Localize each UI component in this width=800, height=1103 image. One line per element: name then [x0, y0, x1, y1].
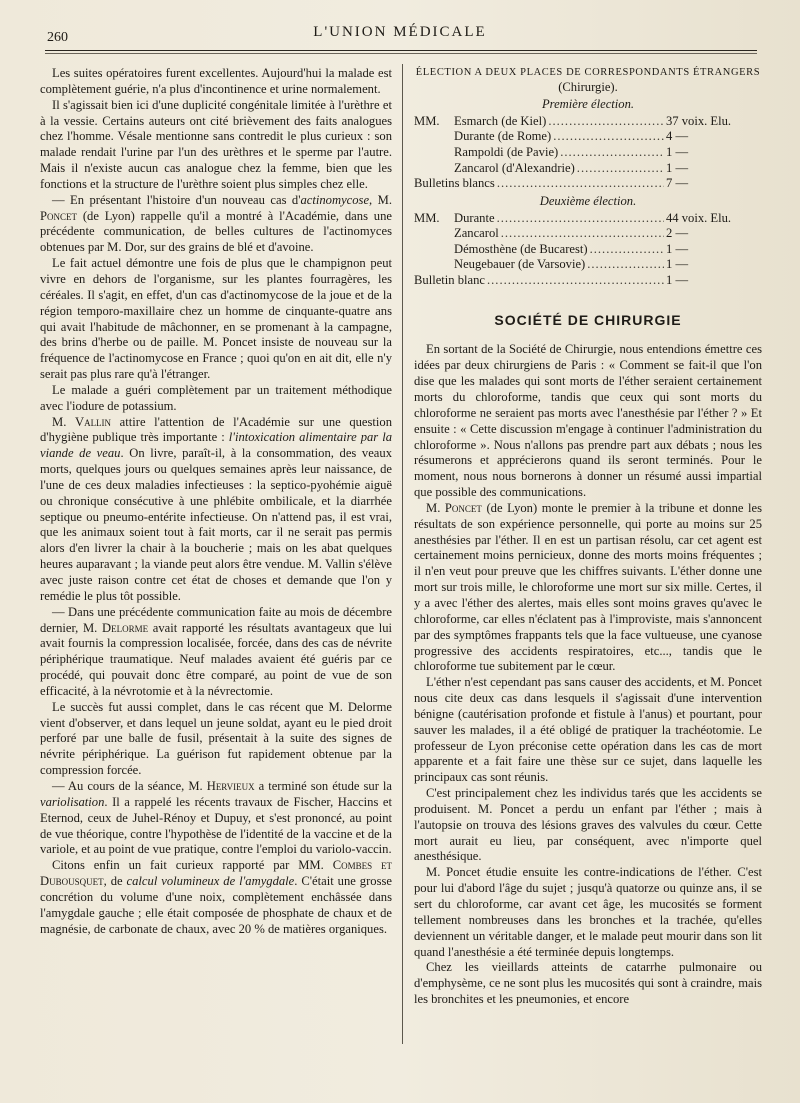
text-run: M.: [52, 414, 75, 429]
vote-result: 1 —: [666, 257, 689, 272]
paragraph-vallin: [40, 415, 392, 605]
vote-row: [414, 114, 762, 130]
candidate-name: Esmarch (de Kiel): [454, 113, 547, 128]
paragraph-delorme: [40, 605, 392, 700]
left-column: [40, 66, 392, 937]
leader-dots: [590, 242, 664, 258]
text-run: (de Lyon) monte le premier à la tribune et donne les résultats de son expérience personnelle, qui porte au moins sur 25 anesthésies par l'éther. Il en est un partisan résolu, car cet agent est certainement moins pernicieux, donne des morts moins fréquentes ; il n'en veut pour preuve que les chiffres suivants. L'éther donne une mort sur trois mille, le chloroforme une mort sur six mille. Certes, il y a avec l'éther des alertes, mais elles sont moins graves qu'avec le chloroforme, car elles n'éclatent pas à l'improviste, mais s'annoncent par des symptômes frappants tels que la face vultueuse, une cyanose progressive des accidents respiratoires, etc..., tandis que le chloroforme tue subitement par le cœur.: [414, 500, 762, 674]
vote-result: 2 —: [666, 226, 689, 241]
candidate-name: Démosthène (de Bucarest): [454, 241, 588, 256]
text-run: . C'était une grosse concrétion du volume d'une noix, complètement enchâssée dans l'amygdale gauche ; elle était composée de phosphate de chaux et de magnésie, de carbonate de chaux, avec 20 % de matières organiques.: [40, 874, 392, 936]
election-subtitle: (Chirurgie).: [558, 80, 618, 94]
paragraph-poncet: [414, 501, 762, 675]
italic-term: actinomycose: [300, 192, 370, 207]
paragraph: En sortant de la Société de Chirurgie, nous entendions émettre ces idées par deux chirurgiens de Paris : « Comment se fait-il que l'on dise que les malades qui sont morts de l'éther seraient certainement morts du chloroforme, tandis que ceux qui sont morts du chloroforme ne seraient pas morts avec l'anesthésie par l'éther ? » Et ensuite : « Cette discussion m'engage à continuer l'administration du chloroforme ». Nous n'allons pas prendre part aux débats ; nous les résumerons et apprécierons quand ils seront terminés. Pour le moment, nous nous bornerons à donner un résumé aussi impartial que possible des communications.: [414, 342, 762, 500]
leader-dots: [577, 161, 664, 177]
vote-table-first: [414, 114, 762, 192]
page-header: [0, 18, 800, 48]
vote-row: [414, 145, 762, 161]
leader-dots: [587, 257, 664, 273]
vote-result: 37 voix. Elu.: [666, 113, 732, 128]
leader-dots: [497, 211, 664, 227]
text-run: M.: [426, 500, 445, 515]
candidate-name: Zancarol (d'Alexandrie): [454, 160, 575, 175]
section-title: SOCIÉTÉ DE CHIRURGIE: [494, 311, 682, 328]
vote-prefix: MM.: [414, 113, 440, 128]
italic-term: l'intoxication alimentaire par la viande de veau: [40, 430, 392, 461]
author-name: Vallin: [74, 414, 112, 429]
text-run: , de: [103, 874, 127, 889]
text-run: . On livre, paraît-il, à la consommation, des veaux morts, quelques jours ou quelques semaines après leur naissance, de l'une de ces deux maladies infectieuses : la septico-pyohémie aiguë ou chronique consécutive à une phlébite ombilicale, et la diarrhée septique ou pneumo-entérite infectieuse. On n'attend pas, il est vrai, que les animaux soient tout à fait morts, car il ne serait pas permis alors d'en livrer la chair à la boucherie ; mais on les abat quelques heures auparavant ; la viande peut alors être vendue. M. Vallin s'élève avec juste raison contre cet état de choses et demande que l'on y remédie le plus tôt possible.: [40, 446, 392, 603]
paragraph: Les suites opératoires furent excellentes. Aujourd'hui la malade est complètement guérie, n'a plus d'incontinence et urine normalement.: [40, 66, 392, 96]
text-run: , M.: [369, 192, 392, 207]
vote-row: [414, 226, 762, 242]
vote-row-blank: [414, 176, 762, 192]
text-run: — En présentant l'histoire d'un nouveau cas d': [52, 192, 301, 207]
text-run: avait rapporté les résultats avantageux que lui avait fournis la compression localisée, forcée, dans des cas de névrite périphérique traumatique. Neuf malades avaient été guéris par ce procédé, qui pouvait donc être comparé, au point de vue de son efficacité, à la névrotomie et à la névrectomie.: [40, 620, 393, 698]
author-name: Poncet: [444, 500, 482, 515]
vote-result: 1 —: [666, 241, 689, 256]
header-rule-secondary: [45, 53, 757, 54]
paragraph: M. Poncet étudie ensuite les contre-indications de l'éther. C'est pour lui d'abord l'âge du sujet ; jusqu'à quatorze ou quinze ans, il se sert du chloroforme, car avant cet âge, les mucosités se forment tellement nombreuses dans les bronches et la trachée, qu'elles deviennent un véritable danger, et le malade peut mourir dans son lit quand l'anesthésie a été terminée depuis longtemps.: [414, 865, 762, 959]
paragraph-combes: [40, 858, 392, 937]
vote-row: [414, 257, 762, 273]
candidate-name: Bulletins blancs: [414, 176, 495, 191]
election-heading-second: Deuxième élection.: [539, 193, 637, 208]
vote-row: [414, 129, 762, 145]
paragraph-actinomycose: [40, 193, 392, 256]
vote-prefix: MM.: [414, 210, 440, 225]
election-heading-first: Première élection.: [541, 97, 635, 111]
running-title: L'UNION MÉDICALE: [313, 24, 487, 40]
author-name: Combes et Dubousquet: [40, 858, 392, 889]
vote-row-blank: [414, 273, 762, 289]
text-run: attire l'attention de l'Académie sur une question d'hygiène publique très importante :: [40, 414, 392, 445]
leader-dots: [501, 226, 664, 242]
vote-row: [414, 211, 762, 227]
candidate-name: Durante (de Rome): [454, 129, 552, 144]
vote-result: 44 voix. Elu.: [666, 210, 732, 225]
leader-dots: [487, 273, 664, 289]
paragraph: L'éther n'est cependant pas sans causer des accidents, et M. Poncet nous cite deux cas dans lesquels il s'agissait d'une intervention bénigne (cautérisation profonde et fistule à l'anus) et pourtant, pour sauver les malades, il a été obligé de pratiquer la trachéotomie. Le professeur de Lyon préconise cette opération dans les cas de mort apparente et a fait faire une thèse sur ce sujet, dans laquelle les principaux cas sont réunis.: [414, 675, 762, 785]
italic-term: variolisation: [40, 794, 105, 809]
paragraph-hervieux: [40, 779, 392, 858]
candidate-name: Zancarol: [454, 226, 499, 241]
text-run: Citons enfin un fait curieux rapporté par MM.: [52, 858, 333, 873]
paragraph: Chez les vieillards atteints de catarrhe pulmonaire ou d'emphysème, ce ne sont plus les mucosités qui sont à craindre, mais les bronchites et les pneumonies, et encore: [414, 960, 762, 1007]
vote-result: 7 —: [666, 176, 689, 191]
leader-dots: [553, 129, 664, 145]
vote-row: [414, 242, 762, 258]
right-column: [414, 66, 762, 1008]
italic-term: calcul volumineux de l'amygdale: [126, 874, 295, 889]
vote-result: 4 —: [666, 129, 689, 144]
text-run: — Au cours de la séance, M.: [52, 778, 207, 793]
candidate-name: Neugebauer (de Varsovie): [454, 257, 586, 272]
column-divider: [402, 64, 403, 1044]
vote-result: 1 —: [666, 160, 689, 175]
paragraph: Le malade a guéri complètement par un traitement méthodique avec l'iodure de potassium.: [40, 382, 392, 413]
paragraph: Le succès fut aussi complet, dans le cas récent que M. Delorme vient d'observer, et dans lequel un jeune soldat, ayant eu le pied droit perforé par une balle de fusil, présentait à la suite des signes de névrite périphérique. La guérison fut rapidement obtenue par la compression forcée.: [40, 699, 392, 778]
paragraph: Le fait actuel démontre une fois de plus que le champignon peut vivre en dehors de l'organisme, sur les plantes fourragères, les céréales. Il s'agit, en effet, d'un cas d'actinomycose de la joue et de la région temporo-maxillaire chez un homme de cinquante-quatre ans qui avait l'habitude de mâchonner, en se promenant à la campagne, des brins d'herbe ou de paille. M. Poncet insiste de nouveau sur la fréquence de l'actinomycose en France ; quoi qu'on en ait dit, elle n'y serait pas plus rare qu'à l'étranger.: [40, 256, 392, 382]
text-run: a terminé son étude sur la: [254, 778, 392, 793]
vote-result: 1 —: [666, 145, 689, 160]
author-name: Poncet: [40, 208, 78, 223]
author-name: Hervieux: [206, 778, 255, 793]
paragraph: Il s'agissait bien ici d'une duplicité congénitale limitée à l'urèthre et à la vessie. Certains auteurs ont cité brièvement des faits analogues chez l'homme. Vésale mentionne sans contredit le plus curieux : son malade rendait l'urine par l'un des urèthres et le sperme par l'autre. Mais il n'existe aucun cas analogue chez la femme, bien que les fonctions et la structure de l'urèthre soient plus simples chez elle.: [40, 97, 392, 191]
text-run: — Dans une précédente communication faite au mois de décembre dernier, M.: [40, 604, 392, 635]
vote-result: 1 —: [666, 273, 689, 288]
election-title: ÉLECTION A DEUX PLACES DE CORRESPONDANTS ÉTRANGERS: [415, 67, 761, 78]
author-name: Delorme: [102, 620, 149, 635]
leader-dots: [548, 114, 664, 130]
candidate-name: Rampoldi (de Pavie): [454, 145, 559, 160]
header-rule: [45, 50, 757, 51]
text-run: . Il a rappelé les récents travaux de Fischer, Haccins et Eternod, ceux de Juhel-Rénoy et Dupuy, et s'est prononcé, au point de vue théorique, contre l'hypothèse de l'identité de la vaccine et de la variole, et au point de vue pratique, contre l'emploi du variolo-vaccin.: [40, 794, 392, 857]
leader-dots: [560, 145, 664, 161]
candidate-name: Bulletin blanc: [414, 273, 485, 288]
leader-dots: [497, 176, 664, 192]
paragraph: C'est principalement chez les individus tarés que les accidents se produisent. M. Poncet a perdu un enfant par l'éther ; mais à l'autopsie on trouva des lésions graves des valvules du cœur. Cette mort aurait eu lieu, par conséquent, avec n'importe quel anesthésique.: [414, 786, 762, 864]
text-run: (de Lyon) rappelle qu'il a montré à l'Académie, dans une précédente communication, de belles cultures de l'actinomyces obtenues par M. Dor, sur des grains de blé et d'avoine.: [40, 208, 392, 255]
candidate-name: Durante: [454, 210, 495, 225]
page-number: 260: [47, 30, 68, 45]
vote-row: [414, 161, 762, 177]
vote-table-second: [414, 211, 762, 289]
